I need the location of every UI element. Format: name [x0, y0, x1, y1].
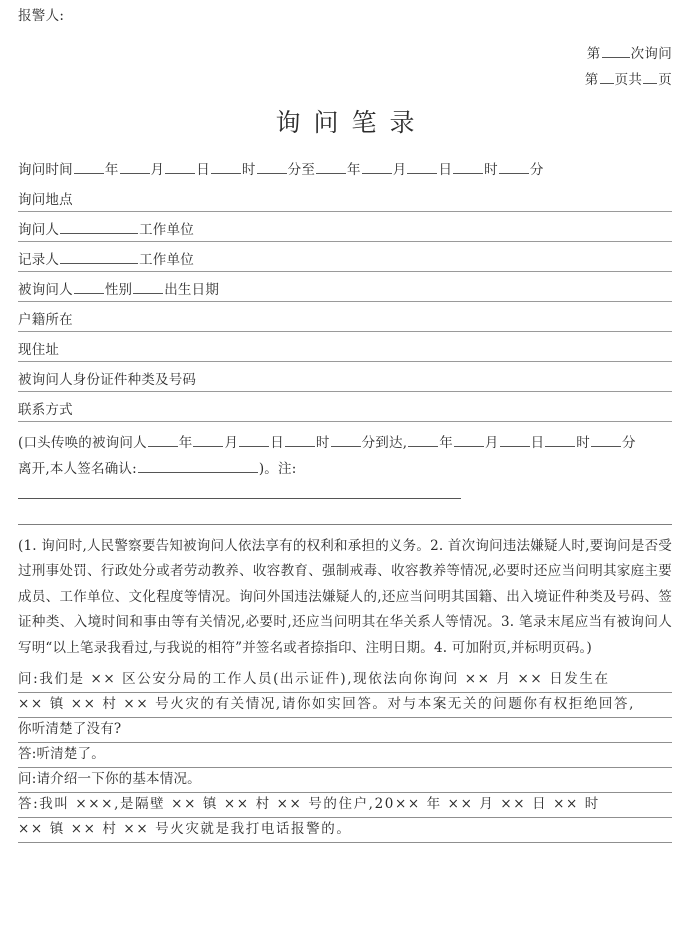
birth-date-label: 出生日期 — [164, 281, 220, 298]
gender-label: 性别 — [104, 281, 133, 298]
arrive-month-blank[interactable] — [193, 433, 223, 447]
qa-line: 问:请介绍一下你的基本情况。 — [18, 768, 672, 793]
leave-year-blank[interactable] — [408, 433, 438, 447]
interviewer-unit-label: 工作单位 — [139, 221, 194, 238]
document-corner-meta — [18, 41, 672, 93]
leave-day-unit: 日 — [530, 434, 545, 451]
end-month-blank[interactable] — [362, 160, 392, 174]
note-rule[interactable] — [18, 485, 461, 499]
field-row-inquiry-time — [18, 158, 672, 188]
leave-minute-unit: 分 — [622, 434, 636, 451]
leave-hour-unit: 时 — [576, 434, 590, 451]
current-address-label: 现住址 — [18, 341, 60, 358]
leave-year-unit: 年 — [439, 434, 453, 451]
leave-hour-blank[interactable] — [545, 433, 575, 447]
arrive-day-blank[interactable] — [239, 433, 269, 447]
arrive-minute-unit: 分到达, — [361, 434, 408, 451]
hour-unit: 时 — [241, 161, 256, 178]
field-row-current-address[interactable] — [18, 338, 672, 368]
arrive-hour-blank[interactable] — [285, 433, 315, 447]
arrive-day-unit: 日 — [270, 434, 284, 451]
field-row-interviewer[interactable] — [18, 218, 672, 248]
oral-summons-paragraph — [18, 430, 672, 508]
month-unit: 月 — [150, 161, 165, 178]
qa-line: ×× 镇 ×× 村 ×× 号火灾就是我打电话报警的。 — [18, 818, 672, 843]
arrive-year-unit: 年 — [178, 434, 193, 451]
start-minute-blank[interactable] — [257, 160, 287, 174]
page-prefix: 第 — [584, 71, 599, 88]
start-month-blank[interactable] — [120, 160, 150, 174]
session-number-line — [18, 41, 672, 67]
end-day-blank[interactable] — [407, 160, 437, 174]
end-minute-blank[interactable] — [499, 160, 529, 174]
qa-line: 你听清楚了没有? — [18, 718, 672, 743]
qa-line: ×× 镇 ×× 村 ×× 号火灾的有关情况,请你如实回答。对与本案无关的问题你有权拒绝回答, — [18, 693, 672, 718]
household-label: 户籍所在 — [18, 311, 73, 328]
arrive-hour-unit: 时 — [315, 434, 330, 451]
day-unit-2: 日 — [438, 161, 453, 178]
recorder-content — [18, 252, 196, 268]
page-suffix: 页 — [658, 71, 672, 88]
start-day-blank[interactable] — [165, 160, 195, 174]
field-rule — [18, 301, 672, 302]
page-total-blank — [643, 70, 657, 84]
qa-line: 答:我叫 ×××,是隔壁 ×× 镇 ×× 村 ×× 号的住户,20×× 年 ×× 月 ×× 日 ×× 时 — [18, 793, 672, 818]
recorder-unit-label: 工作单位 — [139, 251, 194, 268]
field-rule — [18, 421, 672, 422]
page-current-blank — [600, 70, 614, 84]
hour-unit-2: 时 — [484, 161, 498, 178]
signature-blank[interactable] — [138, 459, 258, 473]
session-prefix: 第 — [586, 45, 601, 62]
end-hour-blank[interactable] — [453, 160, 483, 174]
leave-day-blank[interactable] — [500, 433, 530, 447]
field-rule — [18, 271, 672, 272]
summons-open: (口头传唤的被询问人 — [18, 434, 147, 451]
year-unit: 年 — [104, 161, 119, 178]
form-fields — [18, 158, 672, 428]
qa-line: 答:听清楚了。 — [18, 743, 672, 768]
page-number-line — [18, 67, 672, 93]
field-rule — [18, 241, 672, 242]
inquiry-place-label: 询问地点 — [18, 191, 73, 208]
arrive-year-blank[interactable] — [148, 433, 178, 447]
leave-month-blank[interactable] — [454, 433, 484, 447]
end-year-blank[interactable] — [316, 160, 346, 174]
session-suffix: 次询问 — [630, 45, 672, 62]
interviewer-label: 询问人 — [18, 221, 60, 238]
reporter-label: 报警人: — [18, 8, 65, 24]
field-row-id-document[interactable] — [18, 368, 672, 398]
interviewee-content — [18, 282, 221, 298]
leave-minute-blank[interactable] — [591, 433, 621, 447]
start-hour-blank[interactable] — [211, 160, 241, 174]
field-row-contact[interactable] — [18, 398, 672, 428]
contact-label: 联系方式 — [18, 401, 73, 418]
field-rule — [18, 211, 672, 212]
summons-close: )。注: — [258, 460, 297, 477]
qa-transcript — [18, 668, 672, 843]
leave-month-unit: 月 — [484, 434, 499, 451]
session-blank — [602, 44, 630, 58]
instructions-paragraph: (1. 询问时,人民警察要告知被询问人依法享有的权利和承担的义务。2. 首次询问违法嫌疑人时,要询问是否受过刑事处罚、行政处分或者劳动教养、收容教育、强制戒毒、收容教养等情况,必要时还应当问明其家庭主要成员、工作单位、文化程度等情况。询问外国违法嫌疑人的,还应当问明其国籍、出入境证件种类及号码、签证种类、入境时间和事由等有关情况,必要时,还应当问明其在华关系人等情况。3. 笔录末尾应当有被询问人写明“以上笔录我看过,与我说的相符”并签名或者捺指印、注明日期。4. 可加附页,并标明页码。) — [18, 537, 672, 656]
inquiry-time-content — [18, 162, 546, 178]
year-unit-2: 年 — [347, 161, 361, 178]
section-divider — [18, 524, 672, 525]
month-unit-2: 月 — [392, 161, 407, 178]
field-row-recorder[interactable] — [18, 248, 672, 278]
page-middle: 页共 — [614, 71, 643, 88]
minute-unit-2: 分 — [529, 161, 544, 178]
interviewee-label: 被询问人 — [18, 281, 73, 298]
field-row-inquiry-place[interactable] — [18, 188, 672, 218]
qa-line: 问:我们是 ×× 区公安分局的工作人员(出示证件),现依法向你询问 ×× 月 ×× 日发生在 — [18, 668, 672, 693]
recorder-name-blank[interactable] — [60, 250, 138, 264]
arrive-minute-blank[interactable] — [331, 433, 361, 447]
page-title: 询问笔录 — [275, 107, 428, 137]
field-row-household[interactable] — [18, 308, 672, 338]
start-year-blank[interactable] — [74, 160, 104, 174]
minute-unit-to: 分至 — [287, 161, 316, 178]
recorder-label: 记录人 — [18, 251, 60, 268]
field-rule — [18, 391, 672, 392]
id-document-label: 被询问人身份证件种类及号码 — [18, 371, 197, 388]
interviewer-content — [18, 222, 196, 238]
gender-blank[interactable] — [133, 280, 163, 294]
day-unit: 日 — [196, 161, 210, 178]
signature-confirm-label: 离开,本人签名确认: — [18, 460, 137, 477]
interviewer-name-blank[interactable] — [60, 220, 138, 234]
interviewee-name-blank[interactable] — [74, 280, 104, 294]
inquiry-time-label: 询问时间 — [18, 161, 73, 178]
field-row-interviewee[interactable] — [18, 278, 672, 308]
field-rule — [18, 361, 672, 362]
field-rule — [18, 331, 672, 332]
arrive-month-unit: 月 — [224, 434, 239, 451]
